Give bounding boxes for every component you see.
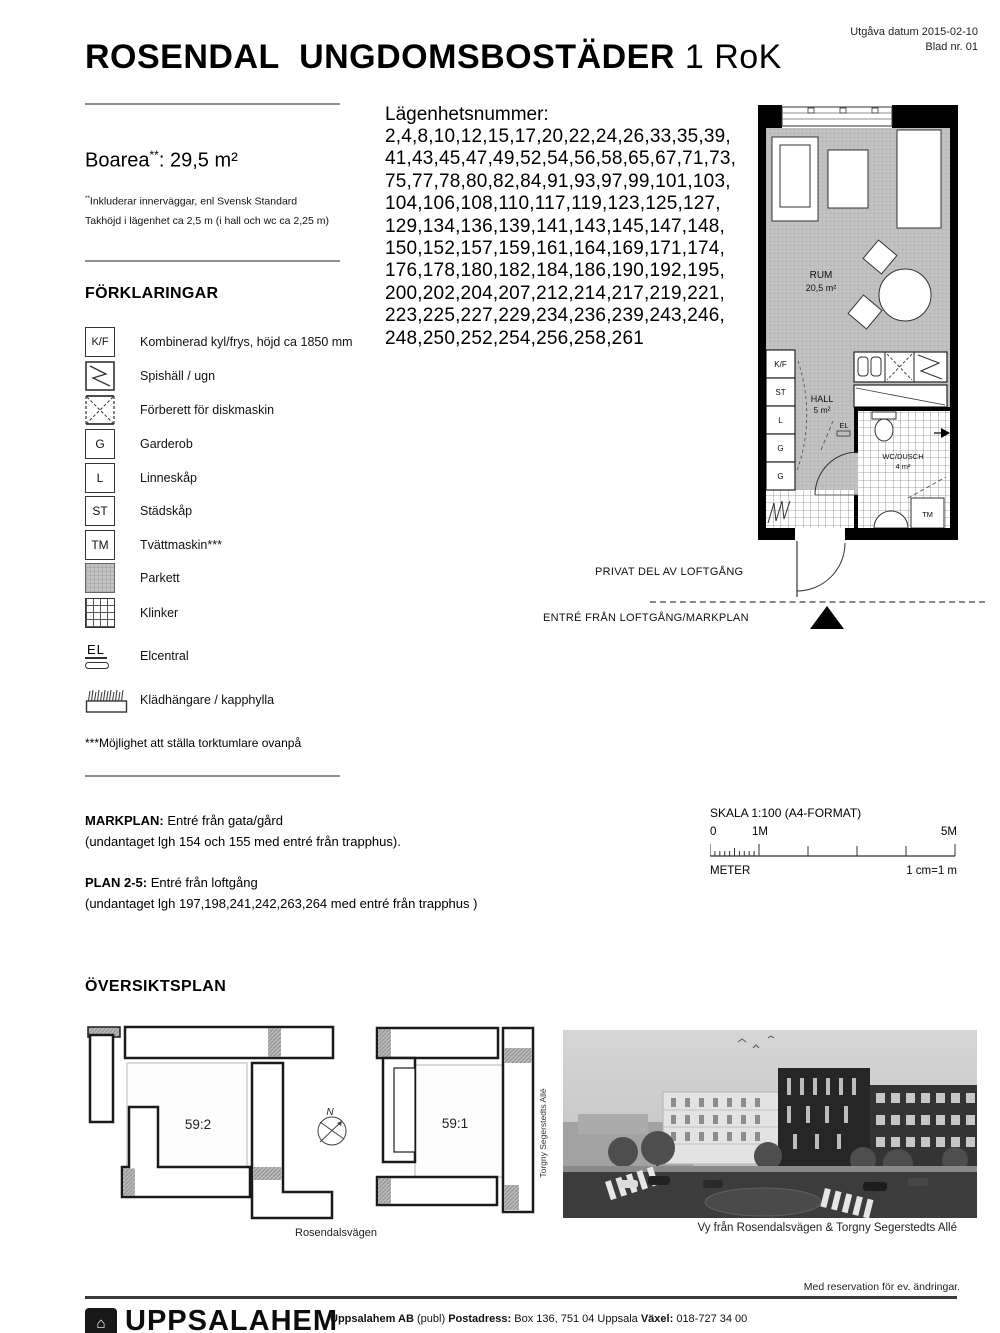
building bbox=[125, 1027, 333, 1058]
loftgang-dashed-line bbox=[650, 601, 985, 603]
legend-item-elcentral: EL Elcentral bbox=[85, 640, 375, 672]
footer-rule bbox=[85, 1296, 957, 1299]
building-segment bbox=[123, 1169, 135, 1196]
wc-wall bbox=[854, 407, 950, 411]
building-segment bbox=[504, 1048, 532, 1063]
building-segment bbox=[504, 1185, 519, 1210]
privat-loftgang-label: PRIVAT DEL AV LOFTGÅNG bbox=[595, 566, 744, 578]
apartment-line: 248,250,252,254,256,258,261 bbox=[385, 327, 644, 349]
closet-g2-label: G bbox=[777, 472, 784, 481]
note-1: **Inkluderar innerväggar, enl Svensk Standard bbox=[85, 195, 298, 208]
uppsalahem-logo-text: UPPSALAHEM bbox=[125, 1305, 339, 1333]
markplan-line: MARKPLAN: Entré från gata/gård bbox=[85, 813, 283, 828]
wall-bottom-left bbox=[758, 528, 795, 540]
boarea-notes bbox=[85, 189, 329, 231]
sink-basin bbox=[858, 357, 868, 376]
parquet-floor-icon bbox=[85, 563, 115, 593]
wall-right bbox=[950, 105, 958, 540]
footer-address: Uppsalahem AB (publ) Postadress: Box 136, 751 04 Uppsala Växel: 018-727 34 00 bbox=[330, 1313, 748, 1325]
washing-machine-icon: TM bbox=[85, 530, 115, 560]
room-label: RUM bbox=[809, 270, 833, 281]
markplan-note: (undantaget lgh 154 och 155 med entré från trapphus). bbox=[85, 834, 401, 849]
building bbox=[377, 1177, 497, 1205]
page-title-suffix: 1 RoK bbox=[674, 38, 782, 76]
legend-title: FÖRKLARINGAR bbox=[85, 285, 219, 302]
siteplan-59-1 bbox=[370, 1025, 555, 1225]
round-table bbox=[879, 269, 931, 321]
divider bbox=[85, 260, 340, 262]
el-label: EL bbox=[839, 421, 849, 430]
boarea: Boarea**: 29,5 m² bbox=[85, 148, 238, 172]
building-segment bbox=[378, 1030, 391, 1057]
legend-item-tvattmaskin: TM Tvättmaskin*** bbox=[85, 529, 375, 561]
block-59-2-label: 59:2 bbox=[184, 1117, 212, 1132]
block-59-1-label: 59:1 bbox=[441, 1116, 469, 1131]
coat-rack-icon bbox=[85, 686, 129, 714]
divider bbox=[85, 775, 340, 777]
floorplan-svg bbox=[758, 105, 958, 635]
scale-block bbox=[710, 806, 957, 879]
wall-top-right bbox=[892, 105, 958, 128]
apartment-line: 75,77,78,80,82,84,91,93,97,99,101,103, bbox=[385, 170, 731, 192]
background-buildings bbox=[578, 1114, 648, 1134]
apartment-line: 223,225,227,229,234,236,239,243,246, bbox=[385, 305, 726, 327]
closet-st-label: ST bbox=[775, 388, 786, 397]
plan25-info bbox=[85, 872, 477, 914]
hall-label: HALL bbox=[810, 394, 834, 404]
apartment-line: 200,202,204,207,212,214,217,219,221, bbox=[385, 282, 726, 304]
entry-door-swing bbox=[797, 543, 845, 591]
legend-item-kf: K/F Kombinerad kyl/frys, höjd ca 1850 mm bbox=[85, 326, 375, 358]
cleaning-cabinet-icon: ST bbox=[85, 496, 115, 526]
scale-tick-labels: 0 1M 5M bbox=[710, 826, 957, 838]
issue-date: Utgåva datum 2015-02-10 bbox=[850, 26, 978, 38]
entre-label: ENTRÉ FRÅN LOFTGÅNG/MARKPLAN bbox=[543, 612, 749, 624]
legend-item-parkett: Parkett bbox=[85, 562, 375, 594]
uppsalahem-logo-icon: ⌂ bbox=[85, 1308, 117, 1333]
wc-area: 4 m² bbox=[895, 462, 911, 471]
wall-left bbox=[758, 105, 766, 540]
apartment-line: 2,4,8,10,12,15,17,20,22,24,26,33,35,39, bbox=[385, 126, 731, 147]
building-segment bbox=[268, 1029, 281, 1057]
entrance-marker bbox=[810, 606, 844, 629]
wc-wall bbox=[854, 407, 858, 453]
stove-icon bbox=[85, 361, 115, 391]
scale-bottom-labels: METER 1 cm=1 m bbox=[710, 865, 957, 877]
wall-bottom-right bbox=[845, 528, 958, 540]
closet-g1-label: G bbox=[777, 444, 784, 453]
legend-item-linneskap: L Linneskåp bbox=[85, 462, 375, 494]
linen-cabinet-icon: L bbox=[85, 463, 115, 493]
closet-kf-label: K/F bbox=[774, 360, 787, 369]
fridge-freezer-icon: K/F bbox=[85, 327, 115, 357]
apartment-line: 150,152,157,159,161,164,169,171,174, bbox=[385, 238, 726, 260]
north-label: N bbox=[326, 1107, 334, 1118]
note-2: Takhöjd i lägenhet ca 2,5 m (i hall och wc ca 2,25 m) bbox=[85, 214, 329, 227]
divider bbox=[85, 103, 340, 105]
siteplan-59-2 bbox=[85, 1025, 360, 1225]
electrical-panel-icon: EL bbox=[85, 643, 109, 669]
sidewalk bbox=[563, 1166, 977, 1172]
window bbox=[782, 107, 892, 126]
photo-rendering bbox=[563, 1030, 977, 1218]
plan25-note: (undantaget lgh 197,198,241,242,263,264 med entré från trapphus ) bbox=[85, 896, 478, 911]
apartment-line: 104,106,108,110,117,119,123,125,127, bbox=[385, 193, 721, 215]
street-torgny-label: Torgny Segerstedts Allé bbox=[538, 1088, 548, 1178]
compass bbox=[318, 1107, 346, 1145]
wardrobe-icon: G bbox=[85, 429, 115, 459]
building-segment bbox=[378, 1179, 391, 1204]
legend-item-klinker: Klinker bbox=[85, 597, 375, 629]
sheet-number: Blad nr. 01 bbox=[925, 41, 978, 53]
worktop bbox=[854, 385, 947, 407]
building bbox=[377, 1028, 498, 1058]
wc-wall bbox=[854, 495, 858, 528]
legend-item-garderob: G Garderob bbox=[85, 428, 375, 460]
building bbox=[252, 1063, 332, 1218]
legend-item-dishwasher: Förberett för diskmaskin bbox=[85, 394, 375, 426]
bed bbox=[772, 137, 818, 221]
photo-caption: Vy från Rosendalsvägen & Torgny Segerstedts Allé bbox=[697, 1222, 957, 1234]
building-inner bbox=[394, 1068, 415, 1152]
wc-label: WC/DUSCH bbox=[882, 452, 924, 461]
kitchen-counter bbox=[854, 352, 947, 407]
table bbox=[828, 150, 868, 208]
apartment-line: 176,178,180,182,184,186,190,192,195, bbox=[385, 260, 726, 282]
disclaimer: Med reservation för ev. ändringar. bbox=[803, 1281, 960, 1293]
street-rosendalsvagen-label: Rosendalsvägen bbox=[295, 1227, 377, 1239]
tile-floor-icon bbox=[85, 598, 115, 628]
wall-top-left bbox=[758, 105, 782, 128]
legend-item-kladhangare: Klädhängare / kapphylla bbox=[85, 684, 375, 716]
apartment-numbers-heading: Lägenhetsnummer: bbox=[385, 104, 549, 125]
closet-l-label: L bbox=[778, 416, 783, 425]
apartment-numbers bbox=[385, 103, 760, 350]
overview-title: ÖVERSIKTSPLAN bbox=[85, 978, 227, 995]
apartment-line: 129,134,136,139,141,143,145,147,148, bbox=[385, 215, 726, 237]
dishwasher-icon bbox=[85, 395, 115, 425]
scale-ruler bbox=[710, 842, 957, 858]
legend-item-stadskap: ST Städskåp bbox=[85, 495, 375, 527]
closet-column bbox=[766, 350, 795, 490]
wardrobe-unit bbox=[897, 130, 941, 228]
room-area: 20,5 m² bbox=[805, 283, 837, 293]
sink-basin bbox=[871, 357, 881, 376]
building-segment bbox=[253, 1167, 282, 1180]
page-title: ROSENDAL UNGDOMSBOSTÄDER 1 RoK bbox=[85, 38, 782, 76]
legend-item-stove: Spishäll / ugn bbox=[85, 360, 375, 392]
plan25-line: PLAN 2-5: Entré från loftgång bbox=[85, 875, 258, 890]
apartment-line: 41,43,45,47,49,52,54,56,58,65,67,71,73, bbox=[385, 148, 737, 170]
legend-footnote: ***Möjlighet att ställa torktumlare ovanpå bbox=[85, 736, 302, 750]
hall-area: 5 m² bbox=[813, 405, 831, 415]
building bbox=[90, 1035, 113, 1122]
scale-title: SKALA 1:100 (A4-FORMAT) bbox=[710, 806, 862, 820]
markplan-info bbox=[85, 810, 401, 852]
roundabout bbox=[705, 1188, 821, 1216]
issue-info bbox=[850, 25, 978, 55]
tm-label: TM bbox=[922, 510, 933, 519]
